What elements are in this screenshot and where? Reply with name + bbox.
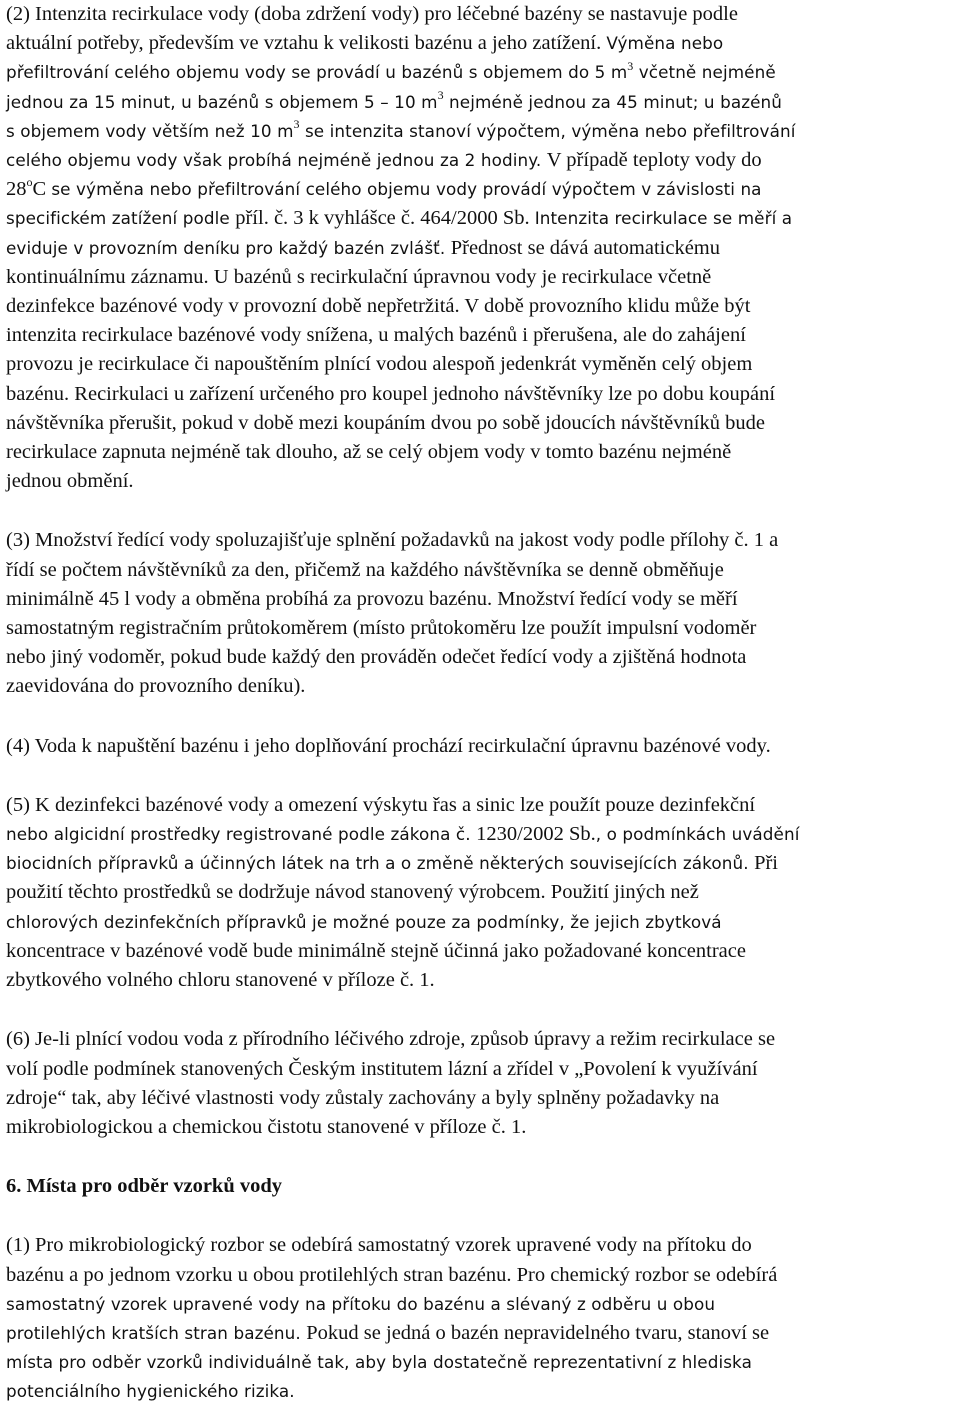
text-run: Intenzita recirkulace se měří a: [534, 208, 793, 229]
text-run: chlorových dezinfekčních přípravků je možné pouze za podmínky, že jejich zbytková: [6, 911, 722, 932]
paragraph-2: [6, 0, 956, 496]
text-run: návštěvníka přerušit, pokud v době mezi koupáním dvou po sobě jdoucích návštěvníků bude: [6, 411, 765, 434]
text-line: [6, 849, 956, 878]
text-line: [6, 292, 956, 321]
text-line: [6, 88, 956, 117]
text-line: [6, 1290, 956, 1319]
text-run: (2) Intenzita recirkulace vody (doba zdržení vody) pro léčebné bazény se nastavuje podle: [6, 3, 738, 25]
text-run: (4) Voda k napuštění bazénu i jeho doplňování prochází recirkulační úpravnu bazénové vody.: [6, 734, 771, 757]
text-run: koncentrace v bazénové vodě bude minimálně stejně účinná jako požadované koncentrace: [6, 939, 746, 962]
text-run: zaevidována do provozního deníku).: [6, 675, 306, 698]
text-line: [6, 820, 956, 849]
text-line: [6, 1025, 956, 1054]
paragraph-gap: [6, 1142, 956, 1172]
text-run: intenzita recirkulace bazénové vody snížena, u malých bazénů i přerušena, ale do zahájení: [6, 324, 746, 347]
superscript: 3: [437, 87, 444, 102]
text-run: se intenzita stanoví výpočtem, výměna nebo přefiltrování: [299, 120, 796, 141]
text-run: biocidních přípravků a účinných látek na trh a o změně některých souvisejících zákonů.: [6, 853, 755, 874]
text-run: bazénu. Recirkulaci u zařízení určeného pro koupel jednoho návštěvníky lze po dobu koupání: [6, 382, 776, 405]
text-run: mikrobiologickou a chemickou čistotu stanovené v příloze č. 1.: [6, 1115, 527, 1138]
text-line: [6, 908, 956, 937]
text-line: [6, 1377, 956, 1406]
text-run: V případě teploty vody do: [546, 149, 762, 172]
text-run: volí podle podmínek stanovených Českým institutem lázní a zřídel v „Povolení k využívání: [6, 1057, 758, 1080]
text-line: [6, 29, 956, 58]
text-run: protilehlých kratších stran bazénu.: [6, 1322, 307, 1343]
paragraph-5: [6, 791, 956, 995]
text-line: [6, 672, 956, 701]
text-run: 28: [6, 178, 27, 201]
text-run: kontinuálnímu záznamu. U bazénů s recirkulační úpravnou vody je recirkulace včetně: [6, 265, 712, 288]
superscript: o: [26, 175, 33, 190]
text-run: celého objemu vody však probíhá nejméně jednou za 2 hodiny.: [6, 150, 547, 171]
paragraph-3: [6, 526, 956, 701]
text-run: samostatným registračním průtokoměrem (místo průtokoměru lze použít impulsní vodoměr: [6, 617, 757, 640]
text-run: nebo algicidní prostředky registrované podle zákona č.: [6, 824, 477, 845]
text-run: řídí se počtem návštěvníků za den, přičemž na každého návštěvníka se denně obměňuje: [6, 558, 724, 581]
text-run: bazénu a po jednom vzorku u obou protilehlých stran bazénu. Pro chemický rozbor se odebírá: [6, 1263, 778, 1286]
text-line: [6, 175, 956, 204]
text-run: příl. č. 3 k vyhlášce č. 464/2000 Sb.: [235, 207, 535, 230]
text-run: Při: [754, 852, 778, 875]
text-line: [6, 732, 956, 761]
superscript: 3: [627, 58, 634, 73]
text-run: provozu je recirkulace či napouštěním plnící vodou alespoň jedenkrát vyměněn celý objem: [6, 353, 753, 376]
paragraph-gap: [6, 1201, 956, 1231]
text-run: samostatný vzorek upravené vody na přítoku do bazénu a slévaný z odběru u obou: [6, 1293, 716, 1314]
text-run: potenciálního hygienického rizika.: [6, 1381, 295, 1402]
text-line: [6, 1231, 956, 1260]
text-run: včetně nejméně: [633, 62, 776, 83]
text-line: [6, 409, 956, 438]
text-run: dezinfekce bazénové vody v provozní době nepřetržitá. V době provozního klidu může být: [6, 295, 751, 318]
text-line: [6, 1084, 956, 1113]
text-line: [6, 1348, 956, 1377]
text-run: Výměna nebo: [606, 33, 724, 54]
text-line: [6, 263, 956, 292]
text-run: aktuální potřeby, především ve vztahu k velikosti bazénu a jeho zatížení.: [6, 32, 607, 55]
text-run: specifickém zatížení podle: [6, 208, 236, 229]
text-line: [6, 380, 956, 409]
text-line: [6, 614, 956, 643]
text-line: [6, 643, 956, 672]
text-line: [6, 966, 956, 995]
text-line: [6, 1055, 956, 1084]
text-line: [6, 878, 956, 907]
text-line: [6, 1113, 956, 1142]
text-line: [6, 937, 956, 966]
text-run: zbytkového volného chloru stanovené v příloze č. 1.: [6, 969, 435, 992]
paragraph-4: [6, 732, 956, 761]
text-line: [6, 438, 956, 467]
text-run: použití těchto prostředků se dodržuje návod stanovený výrobcem. Použití jiných než: [6, 881, 699, 904]
document-page: [6, 0, 956, 1407]
text-line: [6, 585, 956, 614]
text-line: [6, 1319, 956, 1348]
text-run: nebo jiný vodoměr, pokud bude každý den prováděn odečet ředící vody a zjištěná hodnota: [6, 646, 747, 669]
text-run: místa pro odběr vzorků individuálně tak, aby byla dostatečně reprezentativní z hlediska: [6, 1352, 752, 1373]
text-line: [6, 791, 956, 820]
superscript: 3: [293, 116, 300, 131]
text-line: [6, 1261, 956, 1290]
text-run: (5) K dezinfekci bazénové vody a omezení výskytu řas a sinic lze použít pouze dezinfekční: [6, 793, 756, 816]
text-line: [6, 0, 956, 29]
text-run: se výměna nebo přefiltrování celého objemu vody provádí výpočtem v závislosti na: [51, 179, 762, 200]
text-run: eviduje v provozním deníku pro každý bazén zvlášť.: [6, 237, 451, 258]
text-line: [6, 321, 956, 350]
text-run: (6) Je-li plnící vodou voda z přírodního léčivého zdroje, způsob úpravy a režim recirkulace se: [6, 1028, 776, 1051]
text-run: recirkulace zapnuta nejméně tak dlouho, až se celý objem vody v tomto bazénu nejméně: [6, 441, 732, 464]
paragraph-6: [6, 1025, 956, 1142]
text-run: Přednost se dává automatickému: [450, 236, 720, 259]
paragraph-gap: [6, 702, 956, 732]
text-run: s objemem vody větším než 10 m: [6, 120, 294, 141]
text-run: (3) Množství ředící vody spoluzajišťuje splnění požadavků na jakost vody podle přílohy č. 1 a: [6, 529, 779, 552]
text-line: [6, 526, 956, 555]
text-run: , o podmínkách uvádění: [595, 824, 800, 845]
text-run: zdroje“ tak, aby léčivé vlastnosti vody zůstaly zachovány a byly splněny požadavky na: [6, 1086, 720, 1109]
text-line: [6, 467, 956, 496]
paragraph-gap: [6, 761, 956, 791]
paragraph-gap: [6, 995, 956, 1025]
text-line: [6, 146, 956, 175]
text-run: C: [32, 178, 52, 201]
text-run: 1230/2002 Sb.: [476, 823, 596, 846]
text-run: (1) Pro mikrobiologický rozbor se odebírá samostatný vzorek upravené vody na přítoku do: [6, 1234, 752, 1257]
text-line: [6, 350, 956, 379]
text-line: [6, 556, 956, 585]
text-run: jednou za 15 minut, u bazénů s objemem 5 – 10 m: [6, 91, 438, 112]
text-line: [6, 58, 956, 87]
paragraph-gap: [6, 496, 956, 526]
text-run: přefiltrování celého objemu vody se provádí u bazénů s objemem do 5 m: [6, 62, 628, 83]
text-run: Pokud se jedná o bazén nepravidelného tvaru, stanoví se: [306, 1321, 770, 1344]
text-line: [6, 234, 956, 263]
text-run: minimálně 45 l vody a obměna probíhá za provozu bazénu. Množství ředící vody se měří: [6, 587, 738, 610]
text-line: [6, 117, 956, 146]
text-run: nejméně jednou za 45 minut; u bazénů: [443, 91, 783, 112]
text-run: jednou obmění.: [6, 470, 134, 493]
text-line: [6, 204, 956, 233]
section-heading: 6. Místa pro odběr vzorků vody: [6, 1175, 283, 1198]
paragraph-section6-1: [6, 1231, 956, 1406]
